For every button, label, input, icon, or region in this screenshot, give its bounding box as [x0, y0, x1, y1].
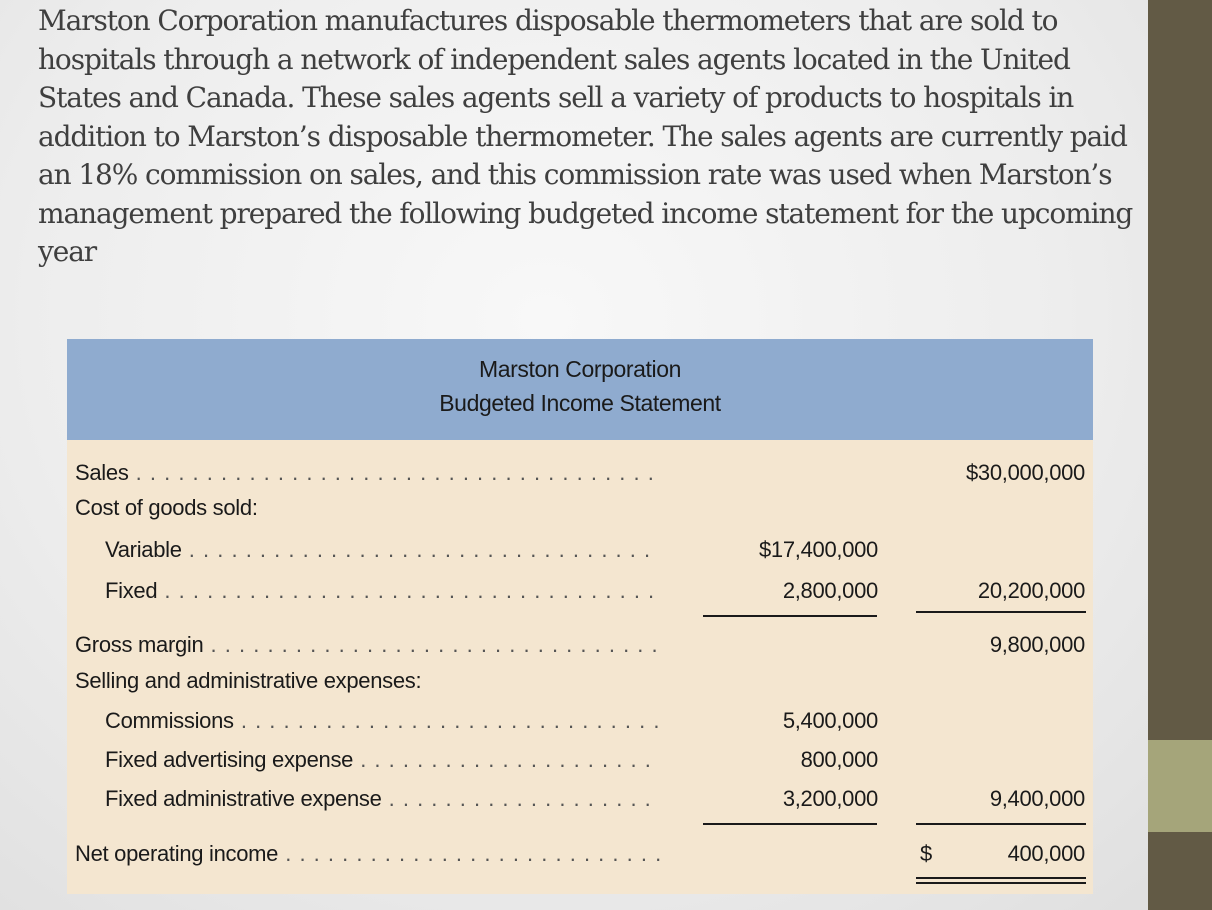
- net-operating-income-label: Net operating income . . .: [75, 837, 660, 871]
- net-operating-income-row: [67, 837, 1093, 871]
- cogs-total: 20,200,000: [977, 578, 1085, 603]
- cogs-underline: [703, 615, 877, 617]
- cogs-heading-row: [67, 491, 1093, 525]
- sales-row: [67, 456, 1093, 490]
- slide-side-accent: [1148, 740, 1212, 832]
- fixed-amount: 2,800,000: [782, 578, 878, 603]
- advertising-row: [67, 743, 1093, 777]
- cogs-total-underline: [916, 611, 1086, 613]
- income-statement: [67, 339, 1093, 894]
- variable-amount: $17,400,000: [758, 537, 878, 562]
- sga-heading: Selling and administrative expenses:: [75, 668, 422, 693]
- sga-total: 9,400,000: [989, 786, 1085, 811]
- variable-label: Variable . . .: [105, 533, 660, 567]
- advertising-label: Fixed advertising expense . . .: [105, 743, 660, 777]
- net-double-underline-top: [916, 877, 1086, 879]
- sga-heading-row: [67, 664, 1093, 698]
- sales-total: $30,000,000: [965, 460, 1085, 485]
- administrative-amount: 3,200,000: [782, 786, 878, 811]
- gross-margin-row: [67, 628, 1093, 662]
- sga-underline: [703, 823, 877, 825]
- net-double-underline-bottom: [916, 882, 1086, 884]
- cogs-heading: Cost of goods sold:: [75, 495, 258, 520]
- sga-total-underline: [916, 823, 1086, 825]
- gross-margin-total: 9,800,000: [989, 632, 1085, 657]
- intro-paragraph: Marston Corporation manufactures disposable thermometers that are sold to hospitals through a network of independent sales agents located in the United States and Canada. These sales agents sell a variety of products to hospitals in addition to Marston’s disposable thermometer. The sales agents are currently paid an 18% commission on sales, and this commission rate was used when Marston’s management prepared the following budgeted income statement for the upcoming year: [38, 4, 1133, 268]
- administrative-label: Fixed administrative expense . . .: [105, 782, 660, 816]
- statement-header: [67, 339, 1093, 440]
- variable-row: [67, 533, 1093, 567]
- commissions-row: [67, 704, 1093, 738]
- currency-symbol: $: [920, 841, 932, 866]
- fixed-label: Fixed . . .: [105, 574, 660, 608]
- fixed-row: [67, 574, 1093, 608]
- net-operating-income-total: 400,000: [1007, 841, 1085, 866]
- commissions-label: Commissions . . .: [105, 704, 660, 738]
- company-name: Marston Corporation: [478, 356, 682, 382]
- sales-label: Sales . . .: [75, 456, 660, 490]
- advertising-amount: 800,000: [800, 747, 878, 772]
- commissions-amount: 5,400,000: [782, 708, 878, 733]
- statement-title: Budgeted Income Statement: [439, 390, 721, 416]
- administrative-row: [67, 782, 1093, 816]
- gross-margin-label: Gross margin . . .: [75, 628, 660, 662]
